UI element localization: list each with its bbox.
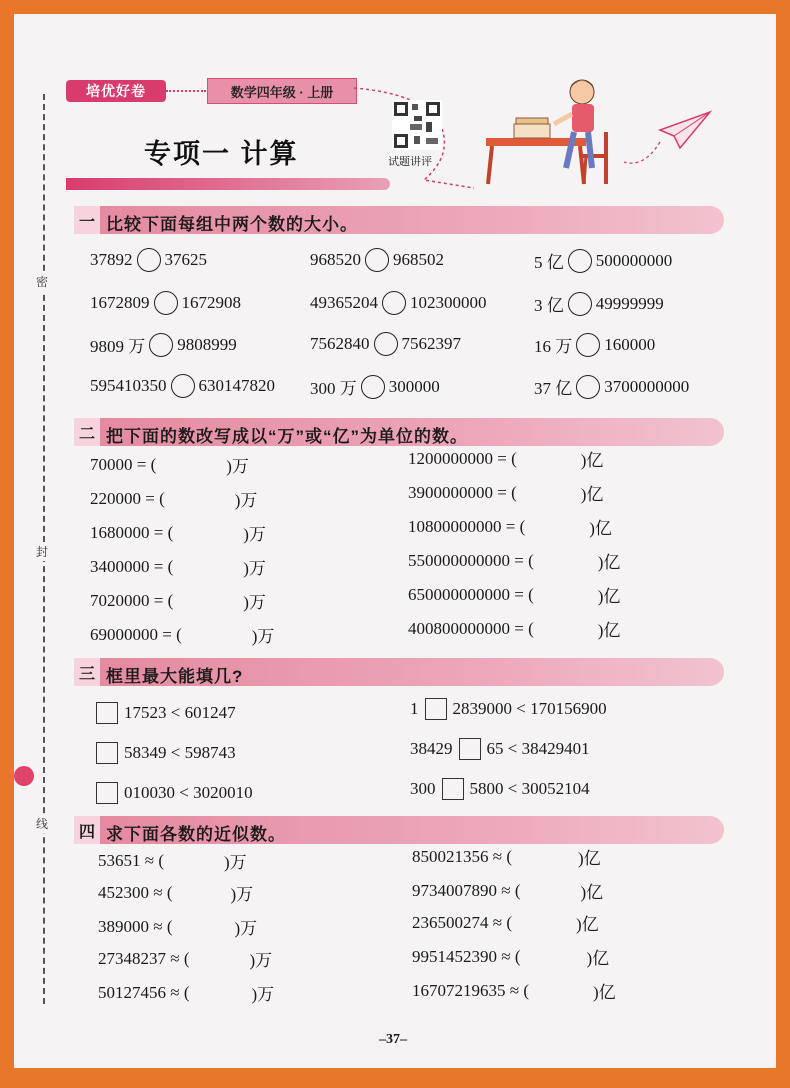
answer-circle[interactable] (149, 333, 173, 357)
unit: )亿 (593, 983, 616, 1002)
digit-box[interactable] (442, 778, 464, 800)
compare-item (534, 248, 672, 273)
expression: 850021356 ≈ ( (412, 846, 512, 866)
worksheet-page (14, 14, 776, 1068)
number-a: 49365204 (310, 293, 378, 312)
expression: 27348237 ≈ ( (98, 948, 190, 968)
rewrite-item (408, 446, 603, 471)
number-b: 49999999 (595, 293, 664, 313)
number-a: 300 万 (310, 379, 357, 398)
section-3-title: 框里最大能填几? (106, 667, 244, 686)
expression: 3900000000 = ( (408, 482, 517, 502)
answer-circle[interactable] (374, 332, 398, 356)
binding-char-3: 线 (36, 814, 48, 833)
number-b: 9808999 (177, 334, 237, 354)
compare-item (310, 248, 444, 272)
expression: 1200000000 = ( (408, 448, 517, 468)
number-a: 16 万 (534, 337, 573, 356)
number-a: 37 亿 (534, 379, 573, 398)
unit: )万 (243, 593, 266, 612)
expression: 400800000000 = ( (408, 618, 534, 638)
approx-item (412, 944, 609, 969)
unit: )亿 (597, 553, 621, 572)
compare-item (310, 332, 461, 356)
header-dotted-line (166, 90, 206, 92)
section-4-header (74, 816, 724, 844)
answer-circle[interactable] (568, 249, 592, 273)
unit: )亿 (597, 587, 621, 606)
answer-circle[interactable] (171, 374, 195, 398)
inequality: 58349 < 598743 (124, 743, 236, 762)
number-a: 595410350 (90, 376, 167, 395)
approx-item (412, 878, 603, 903)
number-a: 968520 (310, 250, 361, 269)
expression: 53651 ≈ ( (98, 850, 164, 870)
unit: )万 (251, 627, 275, 646)
number-b: 7562397 (401, 334, 461, 353)
number-b: 37625 (164, 250, 207, 269)
rewrite-item (408, 582, 620, 607)
compare-item (90, 332, 237, 357)
unit: )万 (243, 525, 266, 544)
binding-dot (14, 766, 34, 786)
answer-circle[interactable] (365, 248, 389, 272)
digit-box-item (96, 782, 253, 804)
number-b: 1672908 (181, 293, 241, 312)
compare-item (534, 291, 664, 316)
answer-circle[interactable] (154, 291, 178, 315)
digits-before: 1 (410, 699, 419, 718)
number-a: 7562840 (310, 334, 370, 353)
unit: )万 (230, 885, 254, 904)
section-2-number: 二 (74, 418, 100, 446)
expression: 3400000 = ( (90, 556, 174, 576)
section-1-number: 一 (74, 206, 100, 234)
qr-code-icon[interactable] (392, 100, 442, 150)
digit-box[interactable] (425, 698, 447, 720)
digit-box-item (410, 778, 590, 800)
expression: 9734007890 ≈ ( (412, 880, 521, 900)
digit-box-item (410, 698, 607, 720)
compare-item (534, 332, 655, 357)
compare-item (90, 291, 241, 315)
unit: )万 (226, 457, 249, 476)
unit: )万 (249, 951, 273, 970)
page-title: 专项一 计算 (144, 139, 299, 169)
unit: )亿 (597, 621, 621, 640)
inequality: 65 < 38429401 (486, 739, 590, 758)
expression: 7020000 = ( (90, 590, 174, 610)
expression: 220000 = ( (90, 488, 165, 508)
approx-item (98, 880, 253, 905)
inequality: 17523 < 601247 (124, 703, 236, 722)
unit: )亿 (586, 949, 610, 968)
answer-circle[interactable] (576, 333, 600, 357)
expression: 236500274 ≈ ( (412, 912, 512, 932)
expression: 16707219635 ≈ ( (412, 980, 529, 1000)
expression: 50127456 ≈ ( (98, 982, 190, 1002)
number-a: 9809 万 (90, 337, 146, 356)
rewrite-item (408, 514, 612, 539)
unit: )亿 (589, 519, 612, 538)
digit-box-item (410, 738, 590, 760)
title-underline-bar (66, 178, 390, 190)
inequality: 010030 < 3020010 (124, 783, 253, 802)
section-1-header (74, 206, 724, 234)
compare-item (310, 374, 440, 399)
approx-item (412, 978, 616, 1003)
digits-before: 38429 (410, 739, 453, 758)
rewrite-item (408, 548, 620, 573)
qr-caption: 试题讲评 (388, 156, 432, 168)
digit-box[interactable] (96, 742, 118, 764)
rewrite-item (90, 486, 257, 511)
series-badge: 培优好卷 (66, 80, 166, 102)
binding-char-2: 封 (36, 542, 48, 561)
answer-circle[interactable] (576, 375, 600, 399)
rewrite-item (408, 616, 620, 641)
unit: )万 (234, 491, 258, 510)
section-2-header (74, 418, 724, 446)
grade-label: 数学四年级 · 上册 (207, 78, 357, 104)
section-3-header (74, 658, 724, 686)
section-2-title: 把下面的数改写成以“万”或“亿”为单位的数。 (106, 427, 468, 446)
number-a: 1672809 (90, 293, 150, 312)
expression: 1680000 = ( (90, 522, 174, 542)
approx-item (412, 910, 599, 935)
section-3-number: 三 (74, 658, 100, 686)
number-b: 102300000 (410, 293, 487, 312)
compare-item (90, 248, 207, 272)
expression: 9951452390 ≈ ( (412, 946, 521, 966)
digits-before: 300 (410, 779, 436, 798)
compare-item (534, 374, 689, 399)
expression: 69000000 = ( (90, 624, 182, 644)
student-desk-illustration (474, 72, 714, 192)
digit-box-item (96, 742, 236, 764)
page-number: –37– (379, 1032, 407, 1047)
number-a: 5 亿 (534, 253, 564, 272)
rewrite-item (90, 588, 266, 613)
unit: )亿 (580, 451, 604, 470)
digit-box[interactable] (96, 782, 118, 804)
answer-circle[interactable] (137, 248, 161, 272)
digit-box[interactable] (96, 702, 118, 724)
digit-box[interactable] (459, 738, 481, 760)
inequality: 2839000 < 170156900 (452, 699, 607, 718)
answer-circle[interactable] (361, 375, 385, 399)
number-b: 630147820 (198, 376, 275, 395)
approx-item (98, 980, 274, 1005)
compare-item (310, 291, 487, 315)
digit-box-item (96, 702, 236, 724)
number-b: 968502 (393, 250, 444, 269)
section-4-number: 四 (74, 816, 100, 844)
unit: )亿 (578, 849, 601, 868)
approx-item (98, 848, 247, 873)
rewrite-item (90, 554, 266, 579)
number-a: 37892 (90, 250, 133, 269)
inequality: 5800 < 30052104 (469, 779, 590, 798)
number-b: 3700000000 (604, 376, 690, 396)
unit: )万 (243, 559, 266, 578)
rewrite-item (90, 520, 266, 545)
approx-item (98, 914, 257, 939)
unit: )亿 (576, 915, 599, 934)
unit: )万 (251, 985, 275, 1004)
unit: )亿 (580, 883, 604, 902)
answer-circle[interactable] (568, 292, 592, 316)
expression: 650000000000 = ( (408, 584, 534, 604)
unit: )万 (234, 919, 258, 938)
compare-item (90, 374, 275, 398)
rewrite-item (90, 622, 274, 647)
section-1-title: 比较下面每组中两个数的大小。 (106, 215, 358, 234)
expression: 70000 = ( (90, 454, 157, 474)
expression: 452300 ≈ ( (98, 882, 173, 902)
binding-char-1: 密 (36, 272, 48, 291)
approx-item (98, 946, 272, 971)
rewrite-item (90, 452, 249, 477)
expression: 550000000000 = ( (408, 550, 534, 570)
unit: )万 (224, 853, 247, 872)
number-b: 160000 (604, 334, 656, 354)
approx-item (412, 844, 601, 869)
expression: 10800000000 = ( (408, 516, 526, 536)
rewrite-item (408, 480, 603, 505)
number-b: 300000 (388, 376, 440, 396)
unit: )亿 (580, 485, 604, 504)
number-a: 3 亿 (534, 296, 564, 315)
section-4-title: 求下面各数的近似数。 (106, 825, 286, 844)
number-b: 500000000 (595, 250, 673, 270)
answer-circle[interactable] (382, 291, 406, 315)
expression: 389000 ≈ ( (98, 916, 173, 936)
